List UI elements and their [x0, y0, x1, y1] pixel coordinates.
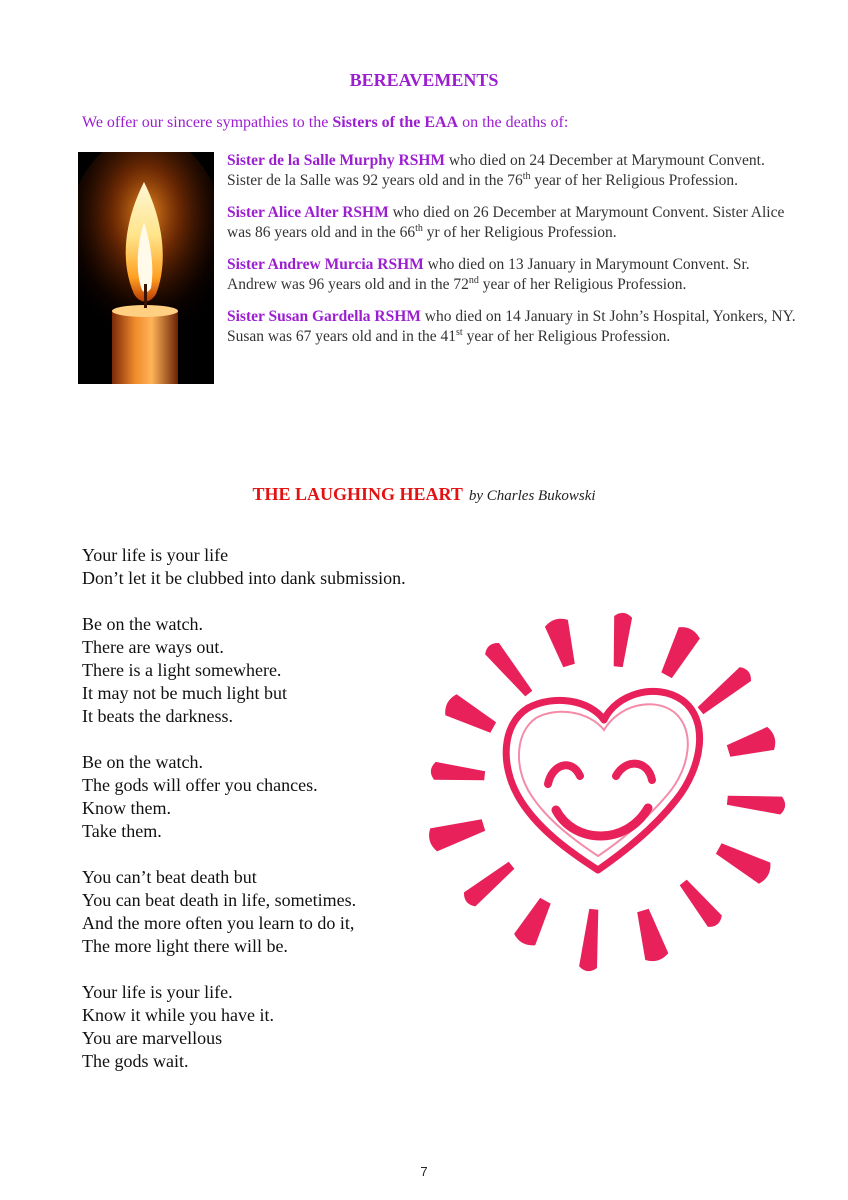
sun-ray	[716, 843, 771, 883]
sun-ray	[464, 862, 514, 907]
poem-line: Be on the watch.	[82, 614, 203, 634]
ordinal-suffix: nd	[468, 274, 479, 286]
sister-name: Sister Andrew Murcia RSHM	[227, 256, 424, 273]
poem-line: You can beat death in life, sometimes.	[82, 890, 357, 910]
sun-ray	[514, 898, 551, 945]
sun-illustration	[420, 608, 790, 980]
sun-ray	[545, 619, 575, 667]
bereavement-entry	[227, 307, 797, 347]
bereavement-entries	[227, 151, 797, 359]
poem-stanza	[82, 981, 462, 1073]
sun-ray	[727, 796, 785, 815]
smile-icon	[556, 808, 648, 836]
intro-emphasis: Sisters of the EAA	[332, 114, 459, 131]
poem-author: by Charles Bukowski	[468, 488, 596, 504]
poem-line: The gods will offer you chances.	[82, 775, 318, 795]
poem-body	[82, 544, 462, 1096]
sun-rays	[429, 613, 785, 971]
ordinal-suffix: st	[456, 326, 463, 338]
poem-line: Your life is your life	[82, 545, 229, 565]
bereavement-entry	[227, 151, 797, 191]
entry-text-end: year of her Religious Profession.	[530, 172, 739, 189]
entry-text-end: yr of her Religious Profession.	[422, 224, 617, 241]
poem-heading	[0, 484, 848, 505]
poem-line: It may not be much light but	[82, 683, 287, 703]
poem-line: Take them.	[82, 821, 162, 841]
entry-text: who died on 24 December at Marymount Convent. Sister de la Salle was 92 years old and in the 76	[227, 152, 765, 189]
sun-ray	[429, 819, 485, 851]
intro-suffix: on the deaths of:	[458, 114, 569, 131]
ordinal-suffix: th	[522, 170, 531, 182]
poem-line: And the more often you learn to do it,	[82, 913, 355, 933]
poem-stanza	[82, 544, 462, 590]
sister-name: Sister Susan Gardella RSHM	[227, 308, 421, 325]
poem-line: Know them.	[82, 798, 171, 818]
sister-name: Sister Alice Alter RSHM	[227, 204, 389, 221]
ordinal-suffix: th	[415, 222, 423, 234]
sun-ray	[637, 909, 668, 961]
laughing-heart-sun-image	[420, 608, 790, 980]
poem-line: Don’t let it be clubbed into dank submission.	[82, 568, 406, 588]
bereavements-intro	[82, 114, 802, 132]
poem-line: You can’t beat death but	[82, 867, 257, 887]
bereavements-heading: BEREAVEMENTS	[349, 70, 499, 90]
sun-ray	[485, 643, 532, 696]
candle-svg	[78, 152, 214, 384]
poem-stanza	[82, 613, 462, 728]
sun-ray	[680, 880, 722, 927]
intro-prefix: We offer our sincere sympathies to the	[82, 114, 333, 131]
poem-line: There is a light somewhere.	[82, 660, 282, 680]
bereavement-entry	[227, 255, 797, 295]
sun-ray	[445, 694, 496, 733]
sun-ray	[431, 762, 485, 780]
poem-line: Be on the watch.	[82, 752, 203, 772]
entry-text-end: year of her Religious Profession.	[478, 276, 687, 293]
poem-stanza	[82, 751, 462, 843]
right-eye-icon	[616, 764, 652, 780]
sister-name: Sister de la Salle Murphy RSHM	[227, 152, 446, 169]
bereavement-entry	[227, 203, 797, 243]
entry-text-end: year of her Religious Profession.	[462, 328, 671, 345]
poem-line: The gods wait.	[82, 1051, 189, 1071]
poem-stanza	[82, 866, 462, 958]
sun-ray	[727, 727, 775, 757]
poem-line: Know it while you have it.	[82, 1005, 274, 1025]
poem-line: The more light there will be.	[82, 936, 288, 956]
entry-text: who died on 13 January in Marymount Convent. Sr. Andrew was 96 years old and in the 72	[227, 256, 750, 293]
left-eye-icon	[548, 765, 580, 784]
entry-text: who died on 14 January in St John’s Hospital, Yonkers, NY. Susan was 67 years old and in the 41	[227, 308, 796, 345]
poem-line: It beats the darkness.	[82, 706, 233, 726]
sun-ray	[614, 613, 632, 667]
page-number: 7	[420, 1164, 428, 1179]
poem-title: THE LAUGHING HEART	[252, 484, 463, 504]
poem-line: You are marvellous	[82, 1028, 223, 1048]
sun-ray	[579, 909, 598, 971]
sun-ray	[698, 667, 751, 714]
sun-ray	[661, 627, 700, 678]
poem-line: Your life is your life.	[82, 982, 233, 1002]
poem-line: There are ways out.	[82, 637, 224, 657]
candle-image	[78, 152, 214, 384]
entry-text: who died on 26 December at Marymount Convent. Sister Alice was 86 years old and in the 66	[227, 204, 785, 241]
